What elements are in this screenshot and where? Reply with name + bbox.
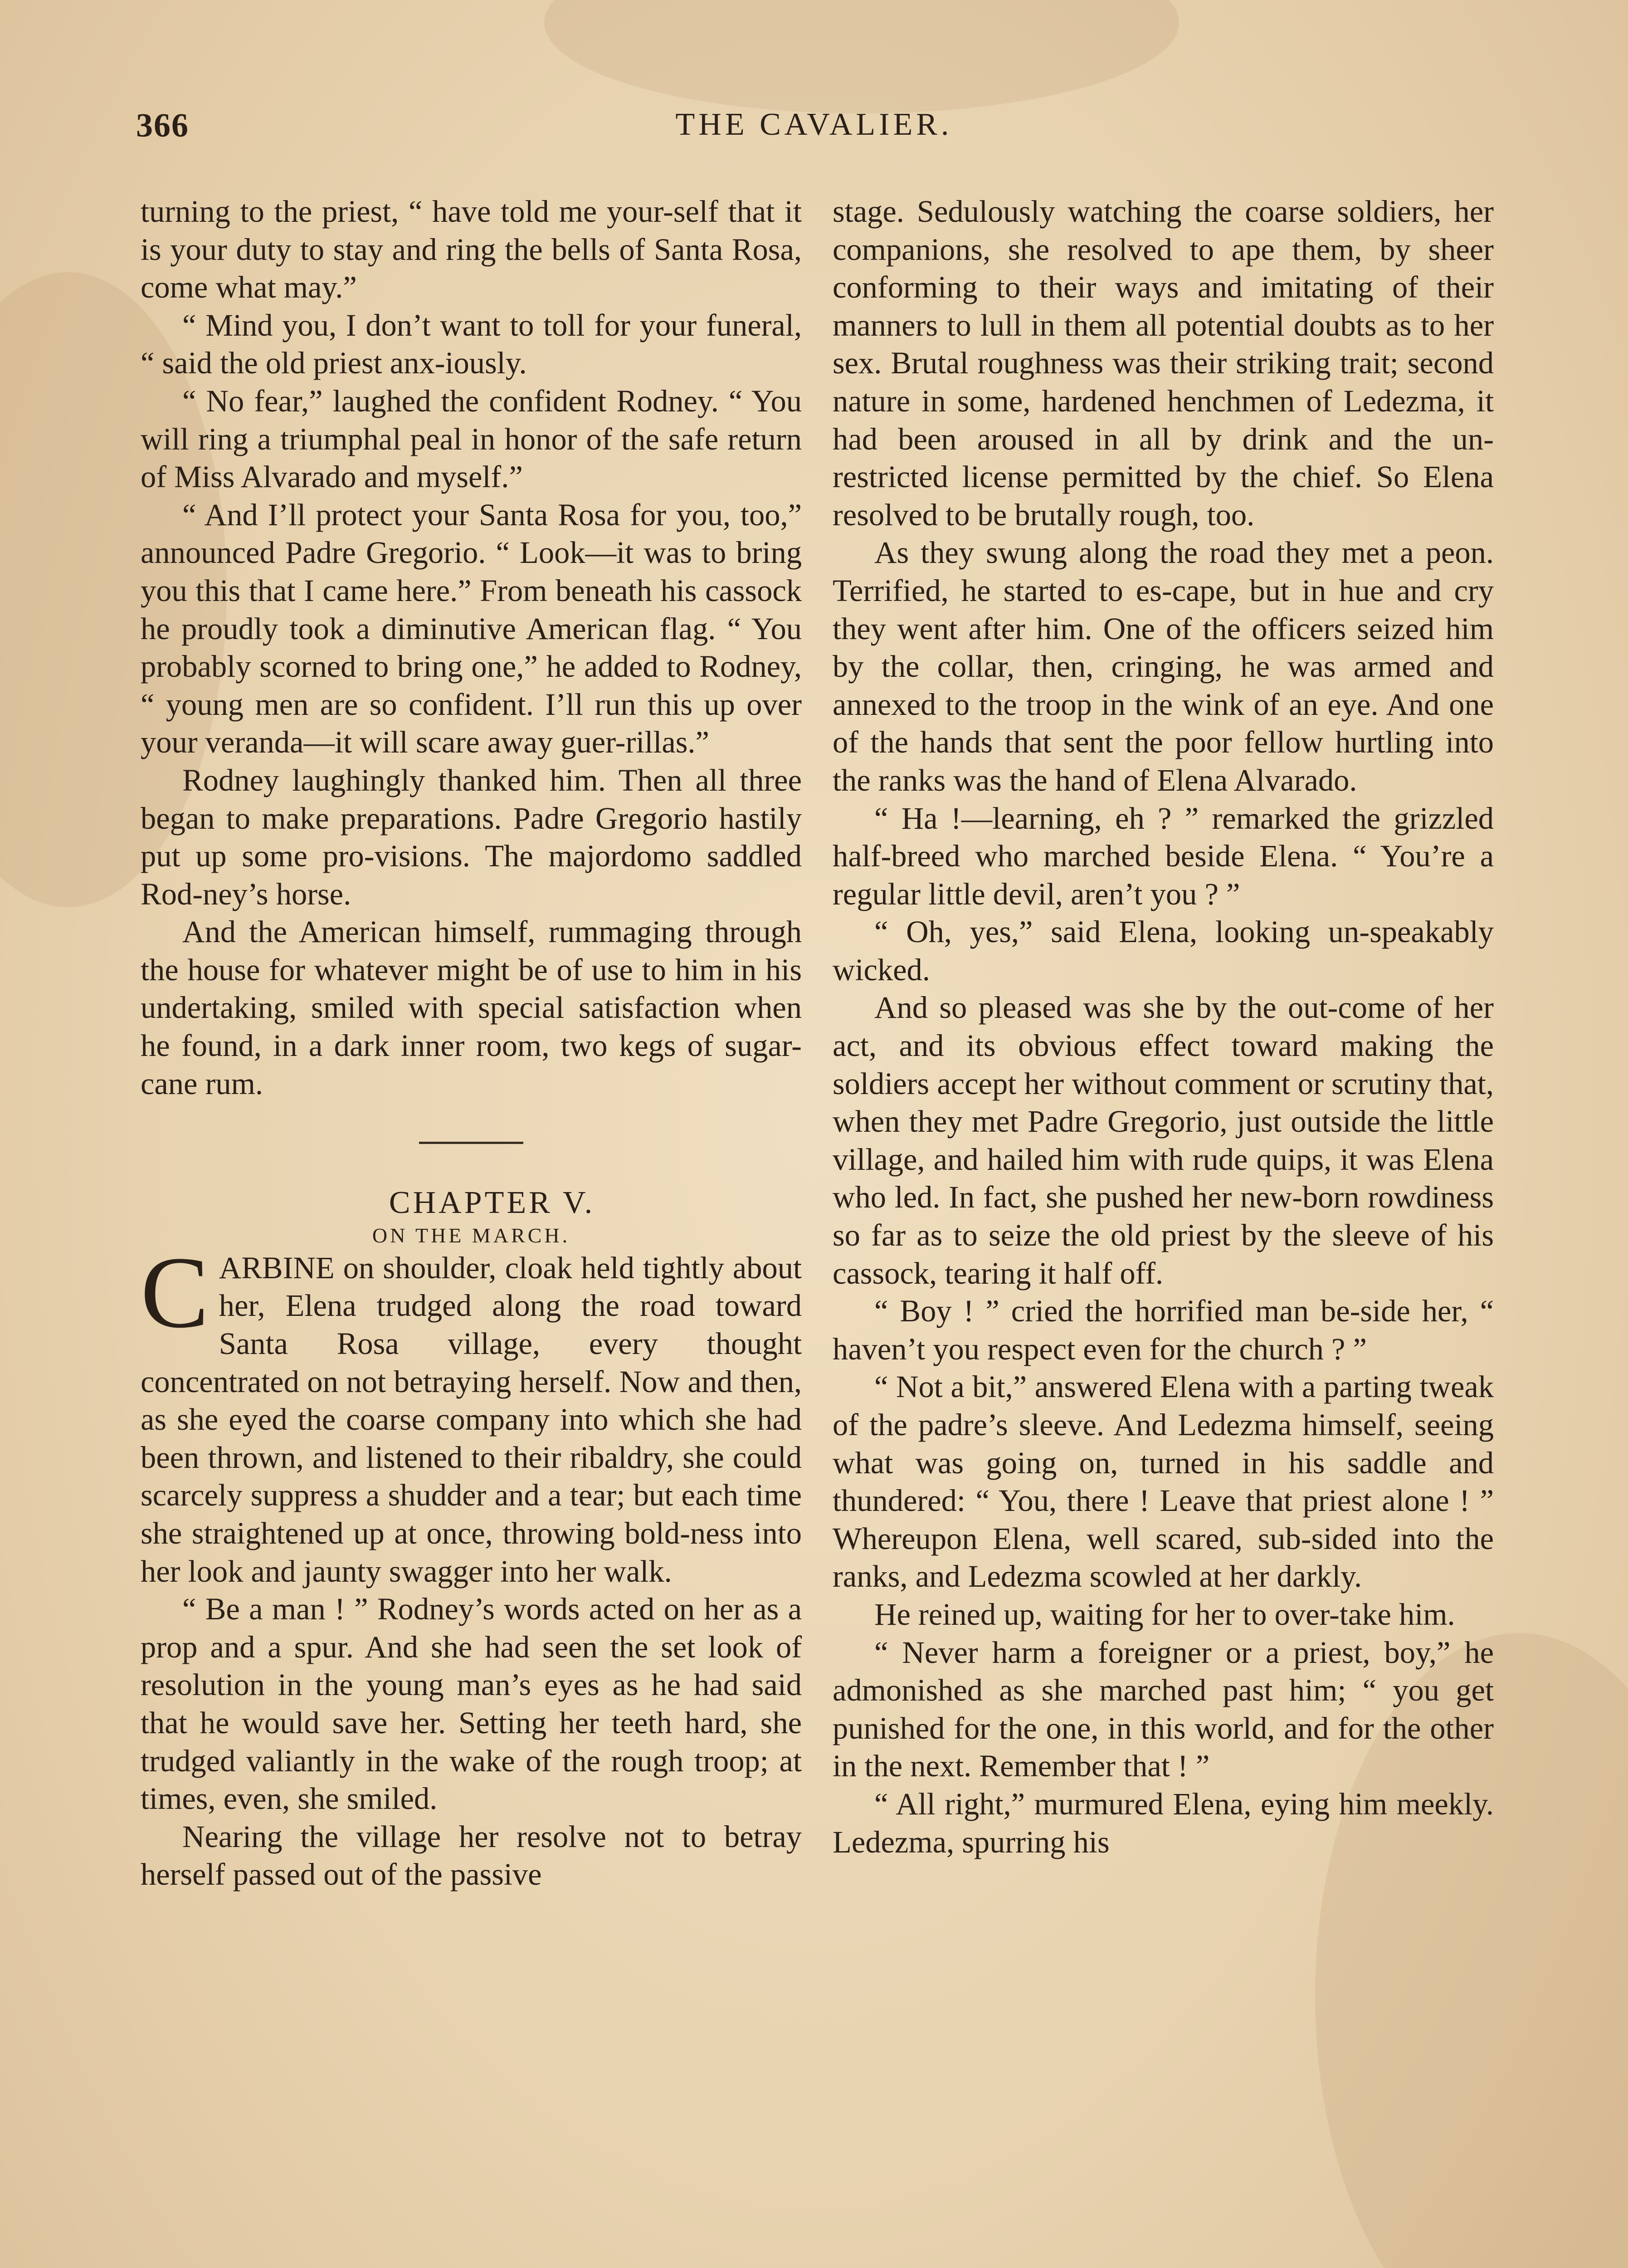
paragraph: “ Not a bit,” answered Elena with a parting tweak of the padre’s sleeve. And Ledezma himself, seeing what was going on, turned in his saddle and thundered: “ You, there ! Leave that priest alone ! ” Whereupon Elena, well scared, sub-sided into the ranks, and Ledezma scowled at her darkly.	[833, 1369, 1494, 1594]
paragraph: “ Be a man ! ” Rodney’s words acted on her as a prop and a spur. And she had seen the set look of resolution in the young man’s eyes as he had said that he would save her. Setting her teeth hard, she trudged valiantly in the wake of the rough troop; at times, even, she smiled.	[141, 1592, 802, 1816]
paragraph: “ And I’ll protect your Santa Rosa for you, too,” announced Padre Gregorio. “ Look—it was to bring you this that I came here.” From beneath his cassock he proudly took a diminutive American flag. “ You probably scorned to bring one,” he added to Rodney, “ young men are so confident. I’ll run this up over your veranda—it will scare away guer-rillas.”	[141, 497, 802, 760]
paragraph: “ Never harm a foreigner or a priest, boy,” he admonished as she marched past him; “ you get punished for the one, in this world, and for the other in the next. Remember that ! ”	[833, 1635, 1494, 1784]
paragraph: Nearing the village her resolve not to betray herself passed out of the passive	[141, 1819, 802, 1892]
paragraph: He reined up, waiting for her to over-take him.	[874, 1597, 1455, 1632]
paragraph: “ Boy ! ” cried the horrified man be-side her, “ haven’t you respect even for the church ? ”	[833, 1294, 1494, 1366]
paragraph: “ All right,” murmured Elena, eying him meekly. Ledezma, spurring his	[833, 1786, 1494, 1859]
paragraph: “ Mind you, I don’t want to toll for your funeral, “ said the old priest anx-iously.	[141, 308, 802, 381]
paper-stain	[544, 0, 1179, 113]
paragraph: And so pleased was she by the out-come of her act, and its obvious effect toward making the soldiers accept her without comment or scrutiny that, when they met Padre Gregorio, just outside the little village, and hailed him with rude quips, it was Elena who led. In fact, she pushed her new-born rowdiness so far as to seize the old priest by the sleeve of his cassock, tearing it half off.	[833, 990, 1494, 1290]
paragraph: “ No fear,” laughed the confident Rodney. “ You will ring a triumphal peal in honor of the safe return of Miss Alvarado and myself.”	[141, 383, 802, 494]
chapter-title: CHAPTER V.	[389, 1185, 595, 1221]
paragraph: “ Ha !—learning, eh ? ” remarked the grizzled half-breed who marched beside Elena. “ You’re a regular little devil, aren’t you ? ”	[833, 801, 1494, 911]
paragraph-text: ARBINE on shoulder, cloak held tightly about her, Elena trudged along the road toward Santa Rosa village, every thought concentrated on not betraying herself. Now and then, as she eyed the coarse company into which she had been thrown, and listened to their ribaldry, she could scarcely suppress a shudder and a tear; but each time she straightened up at once, throwing bold-ness into her look and jaunty swagger into her walk.	[141, 1250, 802, 1589]
drop-cap: C	[141, 1235, 209, 1349]
page-header	[136, 107, 1492, 156]
paragraph: stage. Sedulously watching the coarse soldiers, her companions, she resolved to ape them, by sheer conforming to their ways and imitating of their manners to lull in them all potential doubts as to her sex. Brutal roughness was their striking trait; second nature in some, hardened henchmen of Ledezma, it had been aroused in all by drink and the un-restricted license permitted by the chief. So Elena resolved to be brutally rough, too.	[833, 194, 1494, 532]
paragraph: As they swung along the road they met a peon. Terrified, he started to es-cape, but in hue and cry they went after him. One of the officers seized him by the collar, then, cringing, he was armed and annexed to the troop in the wink of an eye. And one of the hands that sent the poor fellow hurtling into the ranks was the hand of Elena Alvarado.	[833, 535, 1494, 797]
left-column	[141, 193, 802, 1894]
section-divider	[419, 1142, 523, 1144]
paragraph: “ Oh, yes,” said Elena, looking un-speakably wicked.	[833, 914, 1494, 987]
page-number: 366	[136, 107, 189, 144]
right-column	[833, 193, 1494, 1861]
chapter-subtitle: ON THE MARCH.	[372, 1223, 570, 1247]
paragraph: Rodney laughingly thanked him. Then all three began to make preparations. Padre Gregorio hastily put up some pro-visions. The majordomo saddled Rod-ney’s horse.	[141, 763, 802, 911]
paragraph: And the American himself, rummaging through the house for whatever might be of use to him in his undertaking, smiled with special satisfaction when he found, in a dark inner room, two kegs of sugar-cane rum.	[141, 914, 802, 1101]
running-head: THE CAVALIER.	[675, 107, 953, 142]
paragraph: turning to the priest, “ have told me your-self that it is your duty to stay and ring the bells of Santa Rosa, come what may.”	[141, 194, 802, 305]
